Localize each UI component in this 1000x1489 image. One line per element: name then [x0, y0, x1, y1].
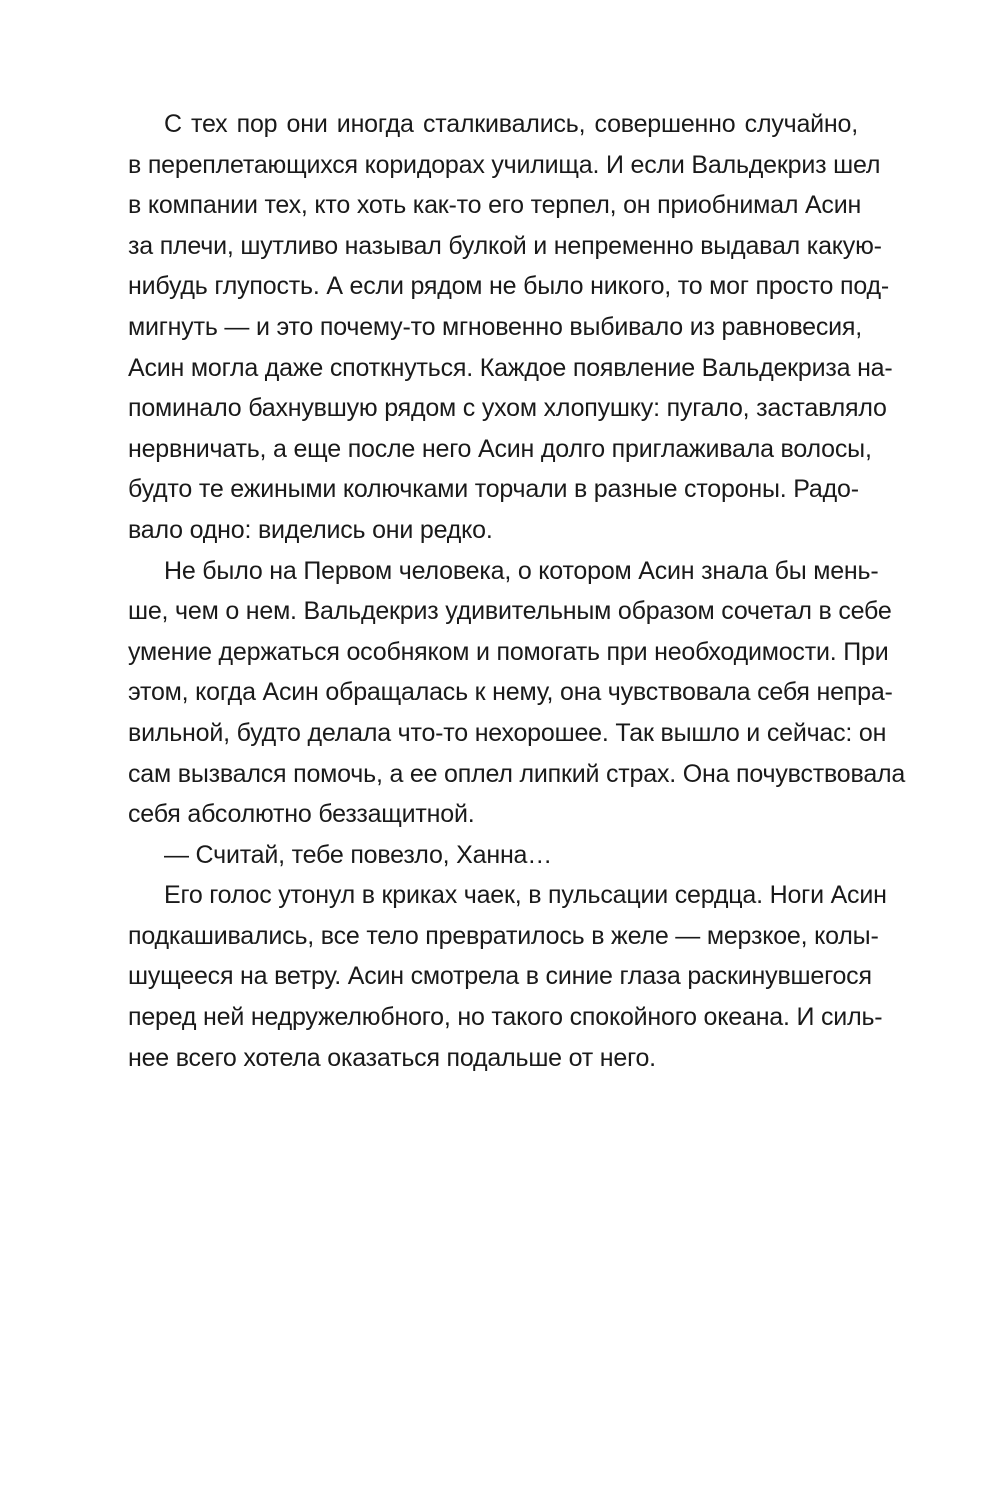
- book-page-text: [128, 104, 906, 1078]
- text-line: Его голос утонул в криках чаек, в пульсации сердца. Ноги Асин: [164, 881, 887, 910]
- text-line: нервничать, а еще после него Асин долго приглаживала волосы,: [128, 434, 872, 463]
- text-line: вало одно: виделись они редко.: [128, 515, 493, 544]
- text-line: за плечи, шутливо называл булкой и непременно выдавал какую-: [128, 231, 882, 260]
- text-line: Не было на Первом человека, о котором Асин знала бы мень-: [164, 556, 879, 585]
- paragraph: [128, 104, 893, 551]
- text-line: себя абсолютно беззащитной.: [128, 800, 475, 829]
- text-line: подкашивались, все тело превратилось в желе — мерзкое, колы-: [128, 921, 879, 950]
- text-line: в компании тех, кто хоть как-то его терпел, он приобнимал Асин: [128, 191, 862, 220]
- paragraph: [128, 551, 906, 835]
- paragraph: [128, 875, 887, 1078]
- text-line: сам вызвался помочь, а ее оплел липкий страх. Она почувствовала: [128, 759, 906, 788]
- text-line: ше, чем о нем. Вальдекриз удивительным образом сочетал в себе: [128, 597, 892, 626]
- text-line: умение держаться особняком и помогать при необходимости. При: [128, 637, 889, 666]
- text-line: нибудь глупость. А если рядом не было никого, то мог просто под-: [128, 272, 890, 301]
- paragraph: [128, 835, 858, 876]
- text-line: будто те ежиными колючками торчали в разные стороны. Радо-: [128, 475, 859, 504]
- text-line: вильной, будто делала что-то нехорошее. Так вышло и сейчас: он: [128, 718, 887, 747]
- text-line: перед ней недружелюбного, но такого спокойного океана. И силь-: [128, 1003, 883, 1032]
- text-line: мигнуть — и это почему-то мгновенно выбивало из равновесия,: [128, 312, 862, 341]
- text-line: в переплетающихся коридорах училища. И если Вальдекриз шел: [128, 150, 881, 179]
- text-line: — Считай, тебе повезло, Ханна…: [164, 840, 553, 869]
- text-line: шущееся на ветру. Асин смотрела в синие глаза раскинувшегося: [128, 962, 872, 991]
- text-line: поминало бахнувшую рядом с ухом хлопушку: пугало, заставляло: [128, 394, 887, 423]
- text-line: этом, когда Асин обращалась к нему, она чувствовала себя непра-: [128, 678, 893, 707]
- text-line: Асин могла даже споткнуться. Каждое появление Вальдекриза на-: [128, 353, 893, 382]
- text-line: С тех пор они иногда сталкивались, совершенно случайно,: [164, 110, 858, 138]
- text-line: нее всего хотела оказаться подальше от него.: [128, 1043, 656, 1072]
